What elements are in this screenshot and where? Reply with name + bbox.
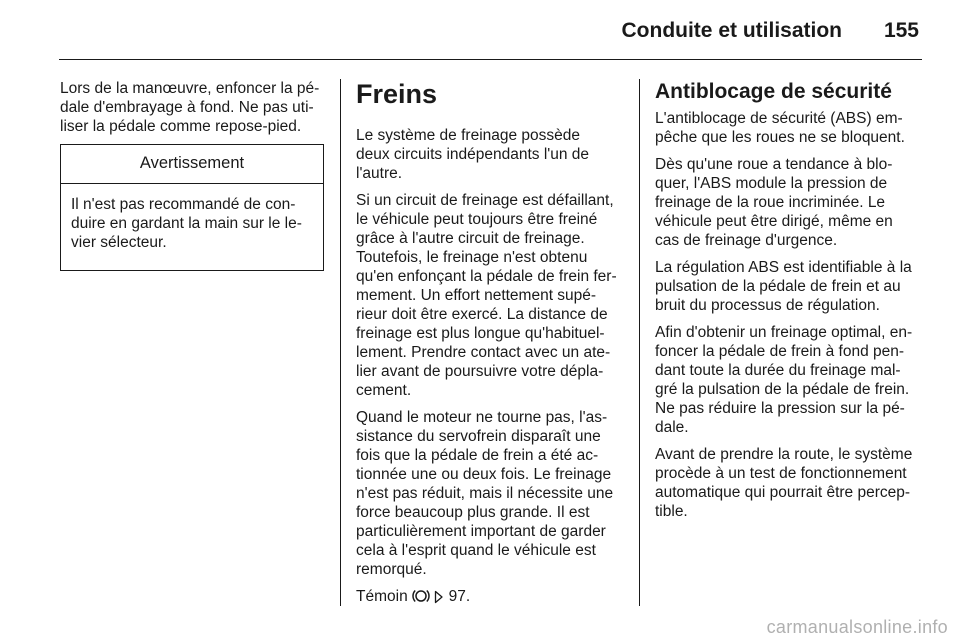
freins-paragraph-3: Quand le moteur ne tourne pas, l'as- sistance du servofrein disparaît une fois que la pédale de frein a été ac- tionnée une ou deux fois. Le freinage n'est pas réduit, mais il nécessite une force beaucoup plus grande. Il est particulièrement important de garder cela à l'esprit quand le véhicule est remorqué.	[356, 409, 614, 578]
page-reference-arrow-icon[interactable]	[434, 590, 444, 609]
site-watermark: carmanualsonline.info	[766, 617, 948, 637]
freins-paragraph-1: Le système de freinage possède deux circuits indépendants l'un de l'autre.	[356, 127, 590, 182]
freins-heading: Freins	[356, 79, 438, 109]
section-title: Conduite et utilisation	[621, 19, 842, 42]
abs-heading: Antiblocage de sécurité	[655, 80, 892, 103]
warning-body: Il n'est pas recommandé de con- duire en gardant la main sur le le- vier sélecteur.	[71, 196, 302, 251]
temoin-line	[356, 587, 626, 609]
abs-paragraph-1: L'antiblocage de sécurité (ABS) em- pêche que les roues ne se bloquent.	[655, 110, 905, 146]
clutch-paragraph: Lors de la manœuvre, enfoncer la pé- dale d'embrayage à fond. Ne pas uti- liser la pédale comme repose-pied.	[60, 80, 320, 135]
warning-title: Avertissement	[61, 145, 323, 184]
column-divider-2	[639, 79, 640, 606]
warning-box	[60, 144, 324, 271]
header-divider	[59, 59, 922, 60]
column-right	[655, 79, 923, 529]
page-header	[0, 0, 960, 62]
column-middle	[356, 79, 626, 617]
abs-paragraph-3: La régulation ABS est identifiable à la pulsation de la pédale de frein et au bruit du processus de régulation.	[655, 259, 912, 314]
abs-paragraph-5: Avant de prendre la route, le système procède à un test de fonctionnement automatique qui pourrait être percep- tible.	[655, 446, 913, 520]
page-number: 155	[883, 19, 919, 42]
abs-paragraph-4: Afin d'obtenir un freinage optimal, en- foncer la pédale de frein à fond pen- dant toute la durée du freinage mal- gré la pulsation de la pédale de frein. Ne pas réduire la pression sur la pé- dale.	[655, 324, 913, 436]
column-left	[60, 79, 325, 271]
freins-paragraph-2: Si un circuit de freinage est défaillant, le véhicule peut toujours être freiné grâce à l'autre circuit de freinage. Toutefois, le freinage n'est obtenu qu'en enfonçant la pédale de frein fer- mement. Un effort nettement supé- rieur doit être exercé. La distance de freinage est plus longue qu'habituel- lement. Prendre contact avec un ate- lier avant de poursuivre votre dépla- cement.	[356, 192, 617, 399]
temoin-label: Témoin	[356, 588, 408, 605]
abs-paragraph-2: Dès qu'une roue a tendance à blo- quer, l'ABS module la pression de freinage de la roue incriminée. Le véhicule peut être dirigé, même en cas de freinage d'urgence.	[655, 156, 893, 249]
temoin-page-ref[interactable]: 97.	[448, 588, 471, 605]
column-divider-1	[340, 79, 341, 606]
brake-warning-icon	[412, 588, 430, 609]
